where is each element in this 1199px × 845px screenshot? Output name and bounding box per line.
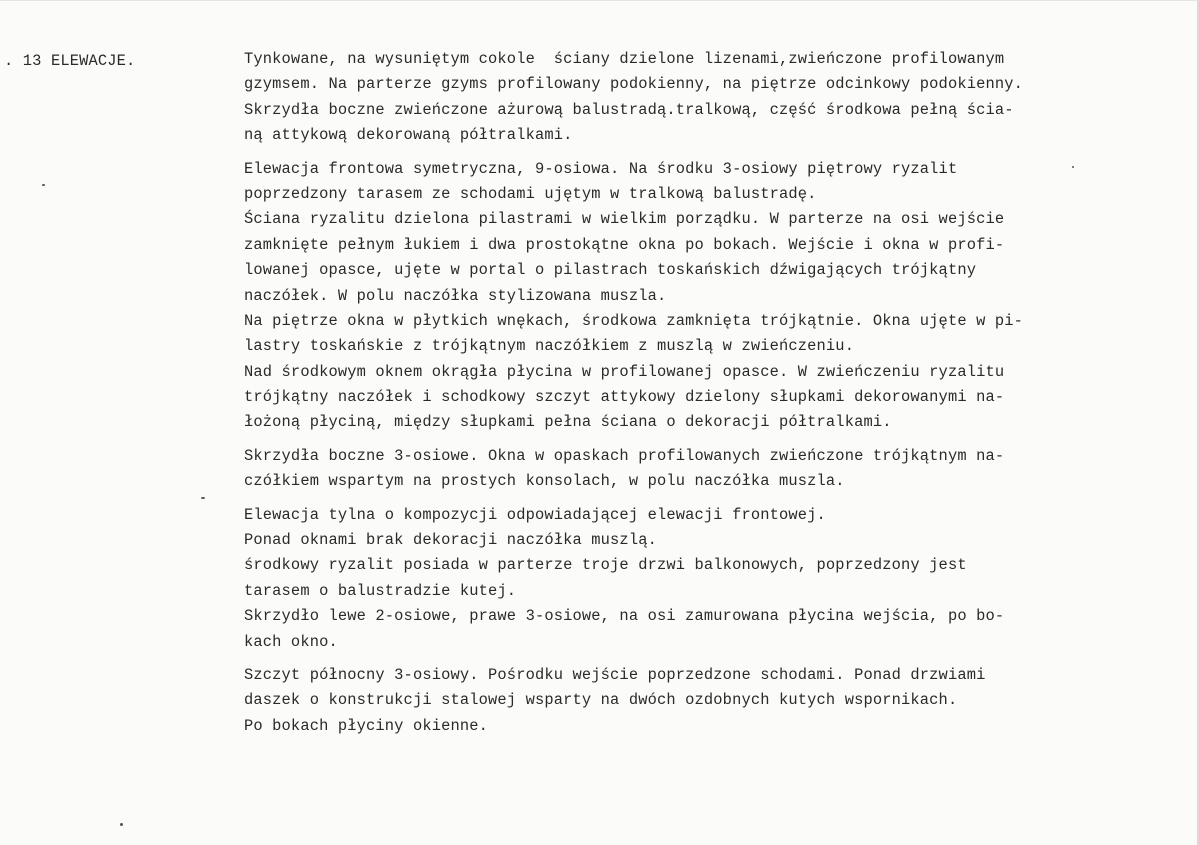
paragraph-front-facade: [244, 157, 1144, 436]
text-line: daszek o konstrukcji stalowej wsparty na dwóch ozdobnych kutych wspornikach.: [244, 691, 958, 710]
text-line: tarasem o balustradzie kutej.: [244, 581, 517, 600]
text-line: zamknięte pełnym łukiem i dwa prostokątne okna po bokach. Wejście i okna w profi-: [244, 235, 1005, 254]
text-line: Po bokach płyciny okienne.: [244, 716, 489, 735]
text-line: poprzedzony tarasem ze schodami ujętym w tralkową balustradę.: [244, 184, 817, 203]
paragraph-north-gable: [244, 663, 1144, 739]
section-number: . 13: [4, 52, 42, 70]
text-line: kach okno.: [244, 632, 338, 651]
paragraph-side-wings: [244, 444, 1144, 495]
text-line: gzymsem. Na parterze gzyms profilowany podokienny, na piętrze odcinkowy podokienny.: [244, 75, 1024, 94]
text-line: naczółek. W polu naczółka stylizowana muszla.: [244, 286, 667, 305]
text-line: Elewacja tylna o kompozycji odpowiadającej elewacji frontowej.: [244, 505, 826, 524]
text-line: Ściana ryzalitu dzielona pilastrami w wielkim porządku. W parterze na osi wejście: [244, 210, 1005, 229]
text-line: Nad środkowym oknem okrągła płycina w profilowanej opasce. W zwieńczeniu ryzalitu: [244, 362, 1005, 381]
section-heading: [4, 52, 135, 70]
text-line: Skrzydło lewe 2-osiowe, prawe 3-osiowe, na osi zamurowana płycina wejścia, po bo-: [244, 607, 1005, 626]
section-body: [244, 47, 1144, 747]
paper-speck: [120, 823, 123, 826]
text-line: lastry toskańskie z trójkątnym naczółkiem z muszlą w zwieńczeniu.: [244, 337, 855, 356]
paper-speck: [1072, 166, 1074, 168]
text-line: Na piętrze okna w płytkich wnękach, środkowa zamknięta trójkątnie. Okna ujęte w pi-: [244, 311, 1024, 330]
paper-speck: [42, 184, 45, 186]
text-line: lowanej opasce, ujęte w portal o pilastrach toskańskich dźwigających trójkątny: [244, 261, 977, 280]
paragraph-facade-general: [244, 47, 1144, 149]
text-line: Skrzydła boczne 3-osiowe. Okna w opaskach profilowanych zwieńczone trójkątnym na-: [244, 446, 1005, 465]
text-line: Ponad oknami brak dekoracji naczółka muszlą.: [244, 531, 657, 550]
paper-speck: [201, 497, 205, 499]
paragraph-rear-facade: [244, 503, 1144, 655]
text-line: środkowy ryzalit posiada w parterze troje drzwi balkonowych, poprzedzony jest: [244, 556, 967, 575]
text-line: Szczyt północny 3-osiowy. Pośrodku wejście poprzedzone schodami. Ponad drzwiami: [244, 665, 986, 684]
text-line: ną attykową dekorowaną półtralkami.: [244, 126, 573, 145]
text-line: czółkiem wspartym na prostych konsolach, w polu naczółka muszla.: [244, 472, 845, 491]
text-line: Elewacja frontowa symetryczna, 9-osiowa. Na środku 3-osiowy piętrowy ryzalit: [244, 159, 958, 178]
text-line: łożoną płyciną, między słupkami pełna ściana o dekoracji półtralkami.: [244, 413, 892, 432]
text-line: Tynkowane, na wysuniętym cokole ściany dzielone lizenami,zwieńczone profilowanym: [244, 50, 1005, 68]
text-line: trójkątny naczółek i schodkowy szczyt attykowy dzielony słupkami dekorowanymi na-: [244, 388, 1005, 407]
section-title: ELEWACJE.: [50, 52, 136, 70]
text-line: Skrzydła boczne zwieńczone ażurową balustradą.tralkową, część środkowa pełną ścia-: [244, 100, 1014, 119]
